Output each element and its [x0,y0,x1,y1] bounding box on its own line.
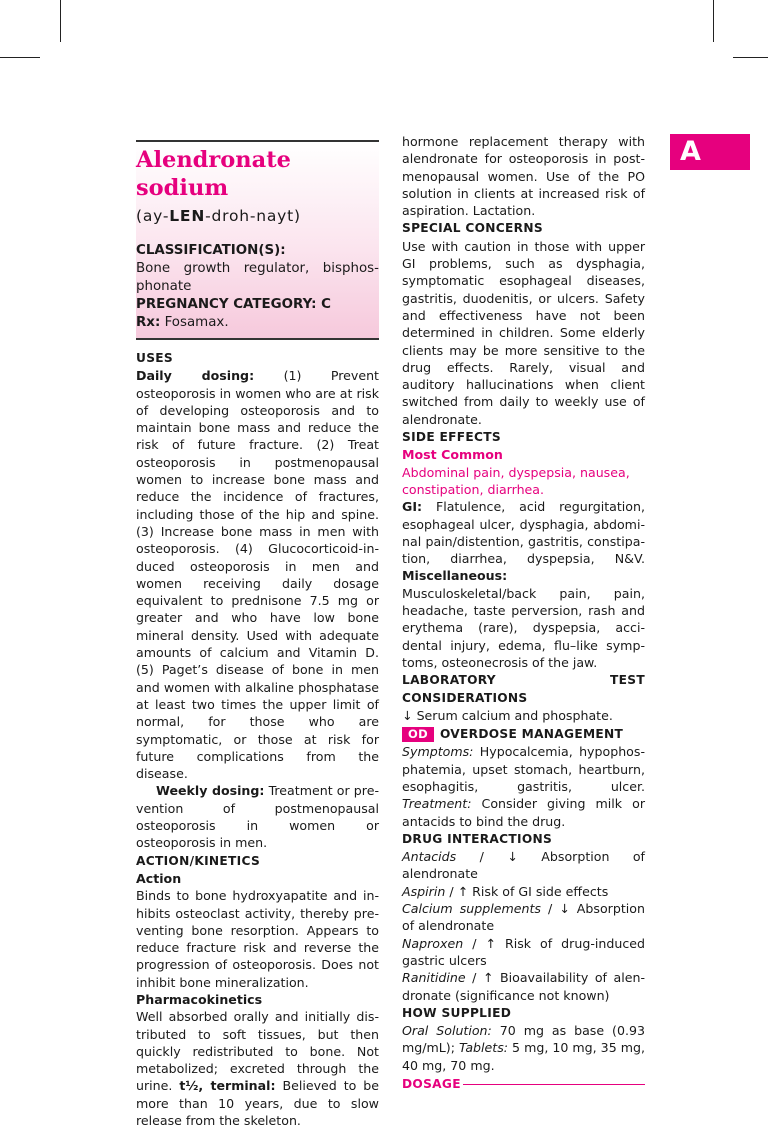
treatment-text: Consider giving milk or antacids to bind the drug. [402,796,645,829]
misc-label: Miscellaneous: [402,568,508,584]
interaction-text: Absorption of alendronate [402,901,645,934]
lab-text: Serum calcium and phosphate. [412,707,613,723]
interaction-item [402,969,645,1004]
special-concerns-text: Use with caution in those with upper GI problems, such as dysphagia, symptomatic esophageal diseases, gastritis, duodenitis, or ulcers. Safety and effectiveness have not been determined in children. Some elderly clients may be more sensitive to the drug effects. Rarely, visual and auditory hallucinations when client switched from daily to weekly use of alendronate. [402,238,645,427]
weekly-text: Treatment or prevention of postmenopausal osteoporosis in women or osteoporosis in men. [136,783,379,851]
interaction-text: Absorption of alendronate [402,849,645,882]
interaction-sep: / [445,883,458,899]
drug-interactions-heading: DRUG INTERACTIONS [402,831,553,846]
pronunciation [136,206,379,226]
down-arrow-icon: ↓ [402,707,413,723]
oral-text: 70 mg as base (0.93 mg/mL); [402,1023,646,1056]
interaction-item [402,900,645,935]
pron-stress: LEN [169,207,206,225]
overdose-text [402,743,645,829]
interaction-text: Bioavailability of alendronate (significance not known) [402,970,645,1003]
interaction-text: Risk of GI side effects [468,883,609,899]
uses-daily [136,367,379,782]
interaction-item [402,935,645,970]
action-text: Binds to bone hydroxyapatite and inhibits osteoclast activity, thereby preventing bone resorption. Appears to reduce fracture risk and reverse the progression of osteoporosis. Does not inhibit bone mineralization. [136,888,379,990]
pharmacokinetics-text [136,1008,379,1129]
half-life-text: Believed to be more than 10 years, due to slow release from the skeleton. [136,1078,379,1129]
dosage-heading-line [402,1075,645,1093]
gi-text: Flatulence, acid regurgitation, esophageal ulcer, dysphagia, abdominal pain/distention, gastritis, constipation, diarrhea, dyspepsia, N&V. [402,499,645,567]
interaction-sep: / [540,901,560,917]
down-arrow-icon: ↓ [507,849,518,865]
pron-part: (ay- [136,207,170,225]
rx-label: Rx: [136,315,161,330]
side-effects-heading: SIDE EFFECTS [402,430,501,445]
crop-mark-right [733,57,768,58]
pregnancy-category: PREGNANCY CATEGORY: C [136,297,331,312]
right-column [402,133,645,1093]
crop-mark-left [0,57,40,58]
half-life-label: t½, terminal: [179,1078,276,1094]
drug-title-box [136,140,379,340]
lab-tests-heading: LABORATORY TEST CONSIDERATIONS [402,673,645,705]
most-common-text: Abdominal pain, dyspepsia, nausea, constipation, diarrhea. [402,464,630,497]
interaction-item [402,848,645,883]
interaction-sep: / [456,849,508,865]
uses-weekly [136,782,379,851]
oral-label: Oral Solution: [402,1023,492,1039]
how-supplied-text [402,1022,645,1074]
up-arrow-icon: ↑ [485,935,496,951]
special-concerns-heading: SPECIAL CONCERNS [402,221,543,236]
rx-line [136,314,379,332]
contraindication-continued: hormone replacement therapy with alendronate for osteoporosis in postmenopausal women. Use of the PO solution in clients at increased risk of aspiration. Lactation. [402,134,645,219]
treatment-label: Treatment: [402,796,472,812]
tablets-label: Tablets: [458,1040,509,1056]
pron-part: -droh-nayt) [205,207,301,225]
dosage-heading: DOSAGE [402,1077,461,1092]
dosage-rule [463,1084,645,1085]
overdose-heading: OVERDOSE MANAGEMENT [439,727,624,742]
tablets-text: 5 mg, 10 mg, 35 mg, 40 mg, 70 mg. [402,1040,645,1073]
gi-label: GI: [402,499,423,515]
crop-mark-top-left [60,0,61,42]
interaction-drug: Antacids [402,849,457,865]
misc-text: Musculoskeletal/back pain, pain, headache, taste perversion, rash and erythema (rare), dyspepsia, accidental injury, edema, flu–like symptoms, osteonecrosis of the jaw. [402,585,645,670]
interaction-drug: Calcium supplements [402,901,541,917]
most-common-label: Most Common [402,447,503,463]
up-arrow-icon: ↑ [482,970,494,986]
up-arrow-icon: ↑ [457,883,469,899]
interaction-sep: / [465,970,483,986]
pharmacokinetics-subheading: Pharmacokinetics [136,991,263,1007]
symptoms-label: Symptoms: [402,744,474,760]
classification-text: Bone growth regulator, bisphosphonate [136,261,379,294]
interaction-text: Risk of drug-induced gastric ulcers [402,935,645,968]
weekly-label: Weekly dosing: [156,783,265,799]
pk-text: Well absorbed orally and initially distributed to soft tissues, but then quickly redistributed to bone. Not metabolized; excreted through the urine. [136,1009,379,1094]
how-supplied-heading: HOW SUPPLIED [402,1005,512,1020]
drug-name: Alendronate sodium [136,147,291,201]
interaction-drug: Ranitidine [402,970,466,986]
interaction-item [402,883,645,900]
overdose-heading-line [402,726,645,743]
down-arrow-icon: ↓ [559,901,570,917]
action-subheading: Action [136,870,182,886]
rx-value: Fosamax. [164,315,229,330]
thumb-tab-letter: A [670,134,750,170]
interaction-drug: Naproxen [402,935,464,951]
crop-mark-top-right [713,0,714,42]
action-heading: ACTION/KINETICS [136,853,261,868]
uses-heading: USES [136,351,173,365]
interaction-sep: / [463,935,486,951]
classification-label: CLASSIFICATION(S): [136,243,286,258]
daily-text: (1) Prevent osteoporosis in women who are at risk of developing osteoporosis and to maintain bone mass and reduce the risk of future fracture. (2) Treat osteoporosis in postmenopausal women to increase bone mass and reduce the incidence of fractures, including those of the hip and spine. (3) Increase bone mass in men with osteoporosis. (4) Glucocorticoid-induced osteoporosis in men and women receiving daily dosage equivalent to prednisone 7.5 mg or greater and who have low bone mineral density. Used with adequate amounts of calcium and Vitamin D. (5) Paget’s disease of bone in men and women with alkaline phosphatase at least two times the upper limit of normal, for those who are symptomatic, or those at risk for future complications from the disease. [136,368,379,782]
od-badge: OD [402,727,434,742]
symptoms-text: Hypocalcemia, hypophosphatemia, upset stomach, heartburn, esophagitis, gastritis, ulcer. [402,744,645,794]
left-column [136,140,379,1129]
daily-label: Daily dosing: [136,368,255,384]
lab-tests-text [402,707,645,724]
interaction-drug: Aspirin [402,883,446,899]
side-effects-detail [402,498,645,671]
